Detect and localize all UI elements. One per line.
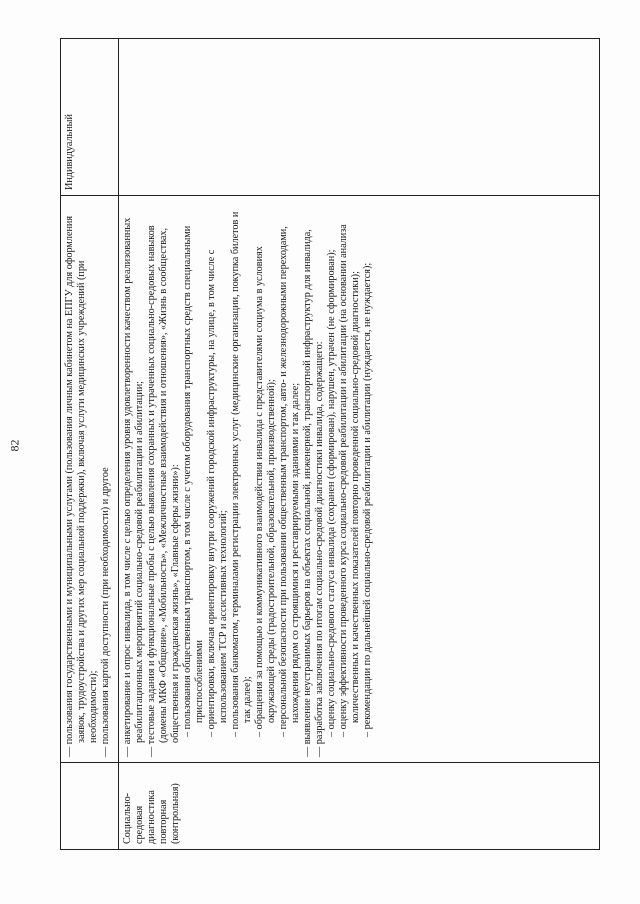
list-item: — выявление неустранимых барьеров на объектах социальной, инженерной, транспортной инфраструктур для инвалида,: [302, 229, 313, 757]
service-name-cell: [119, 763, 600, 850]
list-item: — пользования государственными и муниципальными услугами (пользования личным кабинетом на ЕПГУ для оформления заявок, трудоустройства и других мер социальной поддержки), включая услуги медицинских учреждений (при необходимости);: [64, 215, 99, 757]
table-row: [119, 39, 600, 850]
page-number: 82: [7, 439, 22, 452]
list-item: — тестовые задания и функциональные пробы с целью выявления сохранных и утраченных социально-средовых навыков (домены МКФ «Общение», «Мобильность», «Межличностные взаимодействия и отношения», «Жизнь в сообществах, общественная и гражданская жизнь», «Главные сферы жизни»):: [146, 225, 181, 757]
list-subitem: – оценку эффективности проведенного курса социально-средовой реабилитации и абилитации (на основании анализа количественных и качественных показателей повторно проведенной социально-средовой диагностики);: [338, 224, 361, 737]
list-item: — анкетирование и опрос инвалида, в том числе с целью определения уровня удовлетворенности качеством реализованных реабилитационных мероприятий социально-средовой реабилитации и абилитации;: [122, 217, 145, 757]
list-subitem: – оценку социально-средового статуса инвалида (сохранен (сформирован), нарушен, утрачен (не сформирован);: [326, 249, 337, 737]
service-form: Индивидуальный: [64, 114, 75, 190]
list-item: — пользования картой доступности (при необходимости) и другое: [100, 467, 111, 757]
list-item: — разработка заключения по итогам социально-средовой диагностики инвалида, содержащего:: [314, 341, 325, 757]
list-subitem: – персональной безопасности при пользовании общественным транспортом, авто- и железнодорожными переходами, нахождения рядом со строящимися и реставрируемыми зданиями и так далее;: [278, 226, 301, 737]
table-row: [61, 39, 119, 850]
services-table: [60, 38, 600, 850]
list-subitem: – обращения за помощью и коммуникативного взаимодействия инвалида с представителями социума в условиях окружающей среды (градостроительной, образовательной, производственной);: [254, 246, 277, 737]
service-form-cell-empty: [119, 39, 600, 196]
service-name-cell-empty: [61, 763, 119, 850]
service-content-cell: [119, 196, 600, 763]
service-content-cell: [61, 196, 119, 763]
list-subitem: – рекомендации по дальнейшей социально-средовой реабилитации и абилитации (нуждается, не нуждается);: [362, 262, 373, 737]
rotated-table-wrapper: [60, 38, 600, 850]
service-name: Социально-средовая диагностика повторная (контрольная): [122, 783, 181, 844]
list-subitem: – ориентировки, включая ориентировку внутри сооружений городской инфраструктуры, на улице, в том числе с использованием ТСР и ассистивных технологий;: [206, 249, 229, 737]
service-form-cell: [61, 39, 119, 196]
list-subitem: – пользования банкоматом, терминалами регистрации электронных услуг (медицинские организации, покупка билетов и так далее);: [230, 211, 253, 737]
list-subitem: – пользования общественным транспортом, в том числе с учетом оборудования транспортных средств специальными приспособлениями: [182, 225, 205, 737]
